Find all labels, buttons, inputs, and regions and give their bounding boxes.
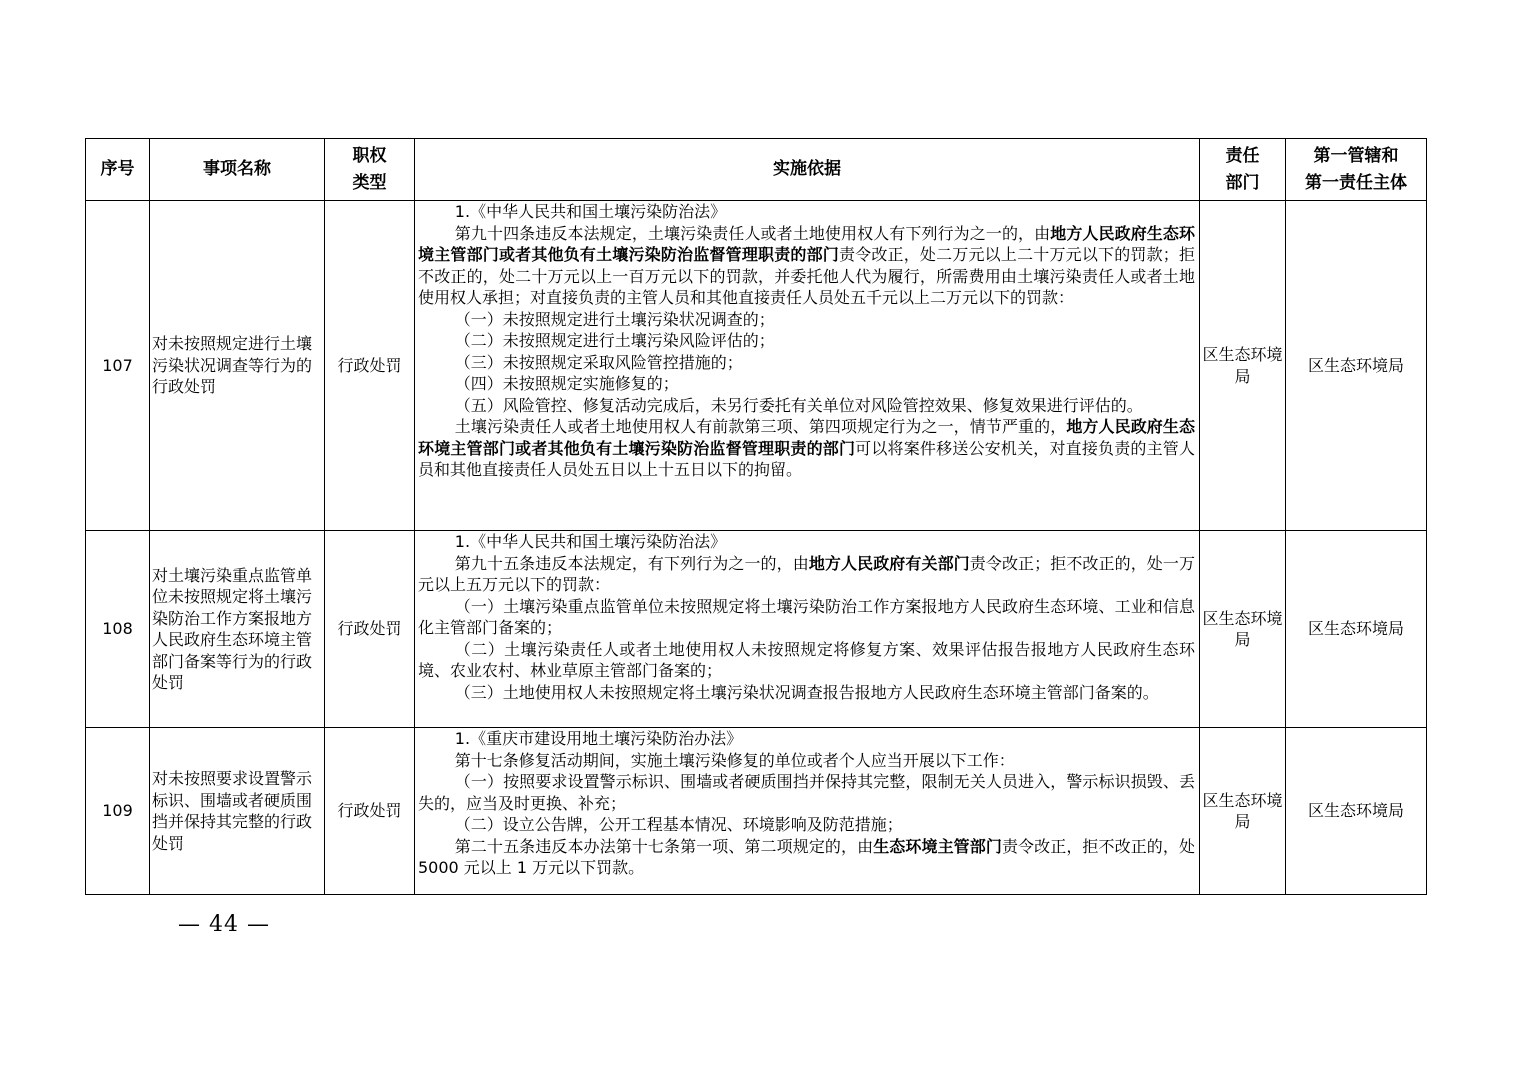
row-type: 行政处罚 [325,201,415,531]
header-type: 职权 类型 [325,139,415,201]
row-body: 区生态环境局 [1286,201,1427,531]
basis-item: （二）设立公告牌，公开工程基本情况、环境影响及防范措施； [454,815,903,834]
row-body: 区生态环境局 [1286,728,1427,895]
basis-item: （二）未按照规定进行土壤污染风险评估的； [454,331,775,350]
basis-item: （五）风险管控、修复活动完成后，未另行委托有关单位对风险管控效果、修复效果进行评估的。 [454,395,1143,415]
basis-item: （二）土壤污染责任人或者土地使用权人未按照规定将修复方案、效果评估报告报地方人民政府生态环境、农业农村、林业草原主管部门备案的； [418,639,1195,680]
row-no: 108 [86,531,150,728]
row-name: 对未按照要求设置警示标识、围墙或者硬质围挡并保持其完整的行政处罚 [150,728,325,895]
row-dept: 区生态环境局 [1200,531,1286,728]
row-no: 107 [86,201,150,531]
basis-law: 1.《中华人民共和国土壤污染防治法》 [454,202,727,221]
row-basis [415,201,1200,531]
row-type: 行政处罚 [325,728,415,895]
basis-item: （一）按照要求设置警示标识、围墙或者硬质围挡并保持其完整，限制无关人员进入，警示标识损毁、丢失的，应当及时更换、补充； [418,772,1195,813]
basis-paragraph: 第十七条修复活动期间，实施土壤污染修复的单位或者个人应当开展以下工作： [454,750,1015,770]
row-dept: 区生态环境局 [1200,201,1286,531]
penalty-table [85,138,1427,895]
basis-item: （一）未按照规定进行土壤污染状况调查的； [454,309,775,329]
basis-law: 1.《重庆市建设用地土壤污染防治办法》 [454,729,743,748]
header-body: 第一管辖和 第一责任主体 [1286,139,1427,201]
basis-item: （三）土地使用权人未按照规定将土壤污染状况调查报告报地方人民政府生态环境主管部门备案的。 [454,682,1159,702]
basis-item: （三）未按照规定采取风险管控措施的； [454,352,743,372]
table-row [86,201,1427,531]
basis-item: （四）未按照规定实施修复的； [454,374,679,393]
basis-paragraph: 土壤污染责任人或者土地使用权人有前款第三项、第四项规定行为之一，情节严重的，地方人民政府生态环境主管部门或者其他负有土壤污染防治监督管理职责的部门可以将案件移送公安机关，对直接负责的主管人员和其他直接责任人员处五日以上十五日以下的拘留。 [418,417,1195,479]
basis-law: 1.《中华人民共和国土壤污染防治法》 [454,532,727,551]
basis-paragraph: 第九十五条违反本法规定，有下列行为之一的，由地方人民政府有关部门责令改正；拒不改正的，处一万元以上五万元以下的罚款： [418,553,1195,594]
row-basis [415,728,1200,895]
row-name: 对土壤污染重点监管单位未按照规定将土壤污染防治工作方案报地方人民政府生态环境主管部门备案等行为的行政处罚 [150,531,325,728]
table-header-row [86,139,1427,201]
row-dept: 区生态环境局 [1200,728,1286,895]
table-row [86,728,1427,895]
row-type: 行政处罚 [325,531,415,728]
table-row [86,531,1427,728]
row-name: 对未按照规定进行土壤污染状况调查等行为的行政处罚 [150,201,325,531]
row-body: 区生态环境局 [1286,531,1427,728]
row-no: 109 [86,728,150,895]
row-basis [415,531,1200,728]
basis-paragraph: 第九十四条违反本法规定，土壤污染责任人或者土地使用权人有下列行为之一的，由地方人民政府生态环境主管部门或者其他负有土壤污染防治监督管理职责的部门责令改正，处二万元以上二十万元以下的罚款；拒不改正的，处二十万元以上一百万元以下的罚款，并委托他人代为履行，所需费用由土壤污染责任人或者土地使用权人承担；对直接负责的主管人员和其他直接责任人员处五千元以上二万元以下的罚款： [418,223,1195,307]
header-dept: 责任 部门 [1200,139,1286,201]
header-name: 事项名称 [150,139,325,201]
header-no: 序号 [86,139,150,201]
basis-paragraph: 第二十五条违反本办法第十七条第一项、第二项规定的，由生态环境主管部门责令改正，拒不改正的，处 5000 元以上 1 万元以下罚款。 [418,836,1195,877]
header-basis: 实施依据 [415,139,1200,201]
basis-item: （一）土壤污染重点监管单位未按照规定将土壤污染防治工作方案报地方人民政府生态环境、工业和信息化主管部门备案的； [418,596,1195,637]
page-number: — 44 — [178,912,270,937]
